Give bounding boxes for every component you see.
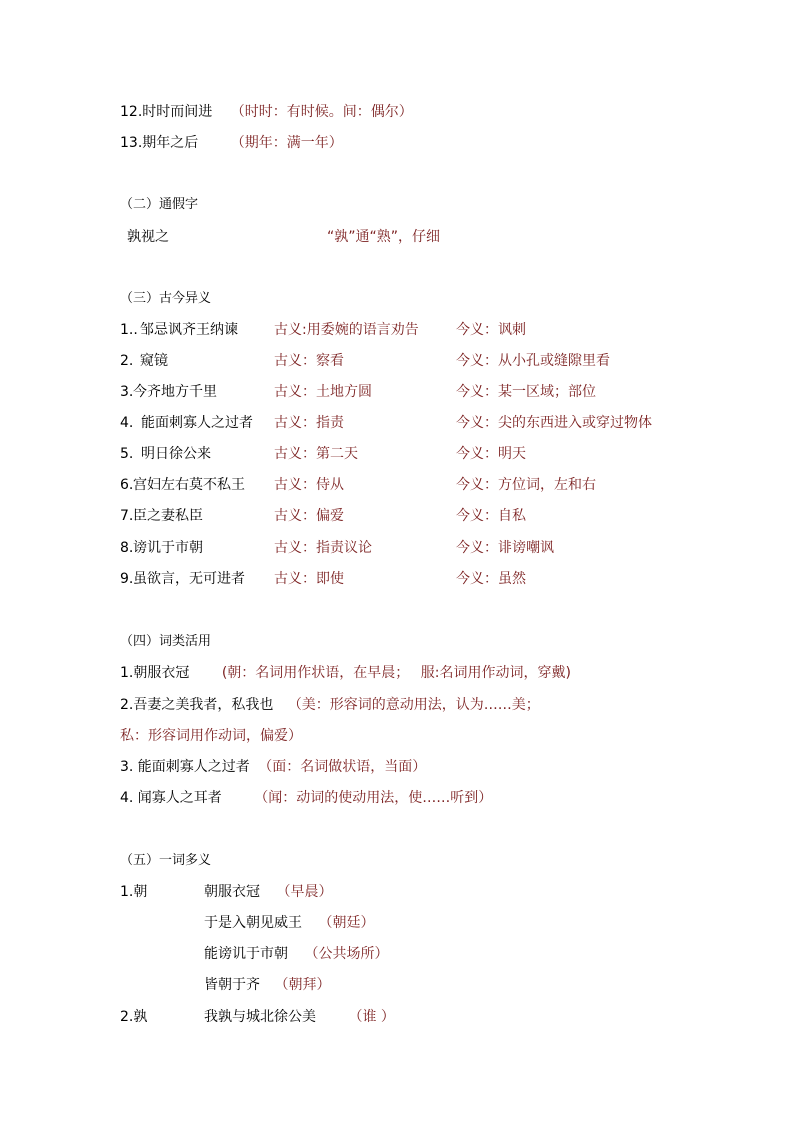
- item-12-term: 12.时时而间进: [120, 104, 213, 120]
- gujin-row-phrase: 臣之妻私臣: [133, 508, 203, 524]
- gujin-row-num: 7.: [120, 508, 134, 524]
- gujin-row-new: 今义：从小孔或缝隙里看: [456, 353, 610, 369]
- gujin-row-new: 今义：自私: [456, 508, 526, 524]
- gujin-row-old: 古义:用委婉的语言劝告: [274, 322, 419, 338]
- cilei-item-2-term: 2.吾妻之美我者，私我也: [120, 697, 274, 713]
- gujin-row-old: 古义：土地方圆: [274, 384, 372, 400]
- yici-item-1-row: [204, 913, 374, 933]
- gujin-row-phrase: 邹忌讽齐王纳谏: [140, 322, 238, 338]
- gujin-row-old: 古义：第二天: [274, 446, 358, 462]
- yici-row-note: （朝拜）: [274, 977, 331, 993]
- yici-item-2-row: [204, 1007, 395, 1027]
- gujin-row-new: 今义：讽刺: [456, 322, 526, 338]
- tongjia-word: 孰视之: [127, 229, 169, 245]
- cilei-item-1-term: 1.朝服衣冠: [120, 665, 190, 681]
- cilei-item-3: [120, 757, 426, 777]
- cilei-item-4-term: 4. 闻寡人之耳者: [120, 790, 222, 806]
- gujin-row-num: 6.: [120, 477, 134, 493]
- cilei-item-2: [120, 695, 540, 715]
- cilei-item-1: [120, 663, 571, 683]
- yici-item-1-row: [204, 882, 332, 902]
- gujin-row-num: 2.: [120, 353, 134, 369]
- yici-row-text: 于是入朝见威王: [204, 915, 302, 931]
- yici-row-note: （谁 ）: [348, 1009, 395, 1025]
- gujin-row-old: 古义：指责: [274, 415, 344, 431]
- yici-row-note: （朝廷）: [318, 915, 375, 931]
- gujin-row-new: 今义：虽然: [456, 571, 526, 587]
- gujin-row-num: 9.: [120, 571, 134, 587]
- yici-item-1-label: 1.朝: [120, 884, 148, 900]
- section-heading-gujin: （三）古今异义: [120, 291, 212, 306]
- gujin-row-num: 1..: [120, 322, 138, 338]
- gujin-row-phrase: 谤讥于市朝: [133, 540, 203, 556]
- gujin-row-new: 今义：某一区域；部位: [456, 384, 596, 400]
- yici-item-1-row: [204, 944, 388, 964]
- gujin-row-num: 4.: [120, 415, 134, 431]
- gujin-row-phrase: 明日徐公来: [141, 446, 211, 462]
- yici-row-text: 我孰与城北徐公美: [204, 1009, 316, 1025]
- item-12-note: （时时：有时候。间：偶尔）: [230, 104, 413, 120]
- gujin-row-num: 3.: [120, 384, 134, 400]
- cilei-item-2-continuation: 私：形容词用作动词，偏爱）: [120, 728, 302, 744]
- gujin-row-new: 今义：尖的东西进入或穿过物体: [456, 415, 652, 431]
- gujin-row-old: 古义：察看: [274, 353, 344, 369]
- item-13: [120, 133, 343, 153]
- item-12: [120, 102, 413, 122]
- item-13-note: （期年：满一年）: [230, 135, 343, 151]
- gujin-row-new: 今义：诽谤嘲讽: [456, 540, 554, 556]
- section-heading-tongjia: （二）通假字: [120, 197, 199, 212]
- item-13-term: 13.期年之后: [120, 135, 199, 151]
- gujin-row-old: 古义：侍从: [274, 477, 344, 493]
- gujin-row-phrase: 窥镜: [140, 353, 168, 369]
- gujin-row-phrase: 今齐地方千里: [133, 384, 217, 400]
- tongjia-note: “孰”通“熟”，仔细: [327, 229, 441, 245]
- yici-item-1-row: [204, 975, 330, 995]
- cilei-item-3-note: （面：名词做状语，当面）: [258, 759, 427, 775]
- yici-row-note: （公共场所）: [304, 946, 389, 962]
- cilei-item-3-term: 3. 能面刺寡人之过者: [120, 759, 250, 775]
- gujin-row-new: 今义：明天: [456, 446, 526, 462]
- yici-row-text: 皆朝于齐: [204, 977, 260, 993]
- gujin-row-phrase: 宫妇左右莫不私王: [133, 477, 245, 493]
- gujin-row-new: 今义：方位词，左和右: [456, 477, 596, 493]
- gujin-row-phrase: 虽欲言，无可进者: [133, 571, 245, 587]
- yici-row-text: 朝服衣冠: [204, 884, 260, 900]
- gujin-row-num: 5.: [120, 446, 134, 462]
- section-heading-yici: （五）一词多义: [120, 853, 212, 868]
- cilei-item-2-note: （美：形容词的意动用法，认为……美；: [287, 697, 540, 713]
- gujin-row-old: 古义：指责议论: [274, 540, 372, 556]
- cilei-item-4-note: （闻：动词的使动用法，使……听到）: [254, 790, 493, 806]
- gujin-row-old: 古义：偏爱: [274, 508, 344, 524]
- gujin-row-num: 8.: [120, 540, 134, 556]
- section-heading-cilei: （四）词类活用: [120, 634, 212, 649]
- gujin-row-phrase: 能面刺寡人之过者: [141, 415, 253, 431]
- cilei-item-4: [120, 788, 492, 808]
- gujin-row-old: 古义：即使: [274, 571, 344, 587]
- yici-row-note: （早晨）: [276, 884, 333, 900]
- yici-row-text: 能谤讥于市朝: [204, 946, 288, 962]
- yici-item-2-label: 2.孰: [120, 1009, 148, 1025]
- cilei-item-1-note: (朝：名词用作状语，在早晨； 服:名词用作动词，穿戴): [221, 665, 571, 681]
